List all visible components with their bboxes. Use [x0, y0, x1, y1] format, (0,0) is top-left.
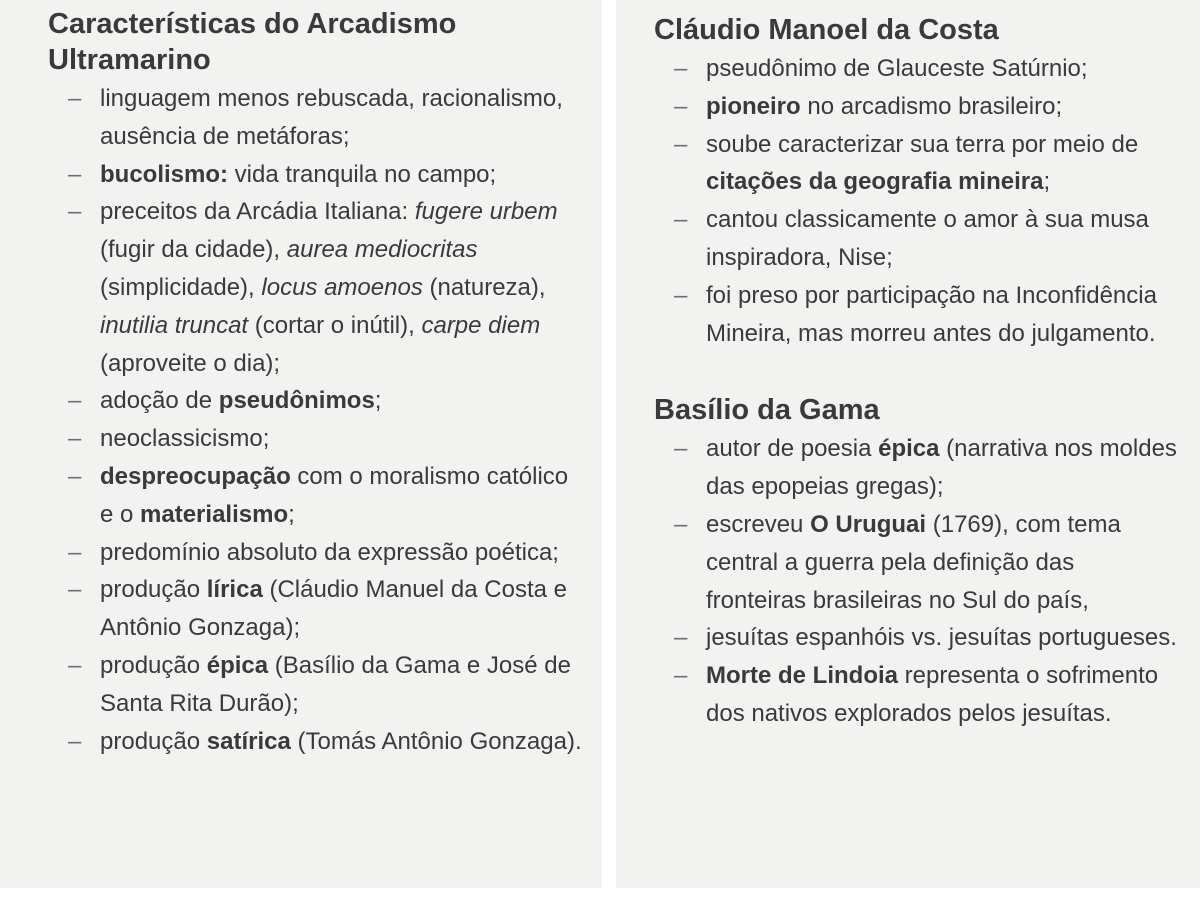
item-text: (Basílio da Gama e José de Santa Rita Durão);	[100, 651, 571, 717]
dash-bullet-icon: –	[674, 624, 688, 652]
list-item	[654, 430, 1180, 506]
list-item	[48, 571, 582, 647]
bold-text: despreocupação	[100, 462, 291, 490]
basilio-block	[654, 392, 1180, 732]
left-panel	[0, 0, 602, 888]
bold-text: materialismo	[140, 500, 289, 528]
dash-bullet-icon: –	[68, 462, 82, 490]
dash-bullet-icon: –	[674, 510, 688, 538]
dash-bullet-icon: –	[68, 538, 82, 566]
item-text: representa o sofrimento dos nativos explorados pelos jesuítas.	[706, 662, 1159, 727]
dash-bullet-icon: –	[674, 435, 688, 463]
list-item	[654, 201, 1180, 277]
item-text: neoclassicismo;	[100, 425, 270, 453]
dash-bullet-icon: –	[68, 576, 82, 604]
item-text: soube caracterizar sua terra por meio de	[706, 130, 1139, 158]
item-text: cantou classicamente o amor à sua musa inspiradora, Nise;	[706, 206, 1149, 271]
item-text: (narrativa nos moldes das epopeias gregas);	[706, 435, 1177, 501]
dash-bullet-icon: –	[674, 55, 688, 82]
list-item	[654, 277, 1180, 353]
item-text: vida tranquila no campo;	[228, 160, 497, 188]
item-text: (cortar o inútil),	[248, 311, 422, 339]
item-text: ;	[1043, 168, 1051, 196]
claudio-list	[654, 50, 1180, 352]
bold-text: O Uruguai	[810, 510, 927, 538]
list-item	[48, 420, 582, 458]
item-text: linguagem menos rebuscada, racionalismo, ausência de metáforas;	[100, 85, 563, 150]
dash-bullet-icon: –	[68, 387, 82, 415]
item-text: escreveu	[706, 510, 811, 538]
item-text: ;	[374, 387, 382, 415]
dash-bullet-icon: –	[68, 727, 82, 755]
list-item	[48, 156, 582, 194]
dash-bullet-icon: –	[674, 281, 688, 309]
item-text: ;	[288, 500, 295, 528]
basilio-list	[654, 430, 1180, 732]
item-text: no arcadismo brasileiro;	[800, 92, 1063, 120]
dash-bullet-icon: –	[68, 85, 82, 112]
bold-text: bucolismo:	[100, 160, 229, 188]
dash-bullet-icon: –	[68, 651, 82, 679]
bold-text: satírica	[206, 727, 291, 755]
list-item	[654, 657, 1180, 733]
item-text: autor de poesia	[706, 435, 879, 463]
dash-bullet-icon: –	[68, 425, 82, 453]
item-text: (1769), com tema central a guerra pela definição das fronteiras brasileiras no Sul do país,	[706, 510, 1121, 614]
italic-text: inutilia truncat	[100, 311, 249, 339]
right-panel	[616, 0, 1200, 888]
item-text: jesuítas espanhóis vs. jesuítas portugueses.	[706, 624, 1177, 652]
item-text: foi preso por participação na Inconfidência Mineira, mas morreu antes do julgamento.	[706, 281, 1157, 347]
italic-text: aurea mediocritas	[286, 236, 478, 264]
list-item	[48, 534, 582, 572]
list-item	[48, 458, 582, 534]
list-item	[654, 50, 1180, 88]
bold-text: lírica	[206, 576, 263, 604]
list-item	[654, 88, 1180, 126]
item-text: (fugir da cidade),	[100, 236, 287, 264]
list-item	[48, 647, 582, 723]
bold-text: citações da geografia mineira	[706, 168, 1044, 196]
item-text: (Tomás Antônio Gonzaga).	[290, 727, 582, 755]
italic-text: carpe diem	[421, 311, 541, 339]
item-text: produção	[100, 576, 207, 604]
claudio-block	[654, 12, 1180, 352]
item-text: pseudônimo de Glauceste Satúrnio;	[706, 55, 1088, 82]
list-item	[654, 619, 1180, 657]
bold-text: épica	[878, 435, 940, 463]
characteristics-list	[48, 80, 582, 760]
item-text: produção	[100, 651, 207, 679]
list-item	[654, 506, 1180, 619]
bold-text: Morte de Lindoia	[706, 662, 898, 690]
bold-text: pseudônimos	[218, 387, 375, 415]
item-text: com o moralismo católico e o	[100, 462, 569, 528]
dash-bullet-icon: –	[674, 92, 688, 120]
dash-bullet-icon: –	[674, 130, 688, 158]
list-item	[48, 723, 582, 761]
bold-text: épica	[206, 651, 269, 679]
list-item	[654, 126, 1180, 202]
section-title-basilio: Basílio da Gama	[654, 394, 880, 427]
dash-bullet-icon: –	[674, 206, 688, 234]
characteristics-block	[48, 6, 582, 760]
section-title-claudio: Cláudio Manoel da Costa	[654, 14, 999, 46]
item-text: preceitos da Arcádia Italiana:	[100, 198, 415, 226]
dash-bullet-icon: –	[674, 662, 688, 690]
item-text: adoção de	[100, 387, 219, 415]
item-text: (Cláudio Manuel da Costa e Antônio Gonzaga);	[100, 576, 567, 642]
dash-bullet-icon: –	[68, 160, 82, 188]
italic-text: locus amoenos	[261, 273, 423, 301]
list-item	[48, 382, 582, 420]
bold-text: pioneiro	[706, 92, 801, 120]
italic-text: fugere urbem	[414, 198, 558, 226]
item-text: predomínio absoluto da expressão poética;	[100, 538, 559, 566]
list-item	[48, 80, 582, 156]
item-text: (natureza),	[422, 273, 546, 301]
list-item	[48, 193, 582, 382]
item-text: (aproveite o dia);	[100, 349, 281, 377]
dash-bullet-icon: –	[68, 198, 82, 226]
section-title-characteristics: Características do Arcadismo Ultramarino	[48, 8, 457, 76]
item-text: produção	[100, 727, 207, 755]
item-text: (simplicidade),	[100, 273, 262, 301]
